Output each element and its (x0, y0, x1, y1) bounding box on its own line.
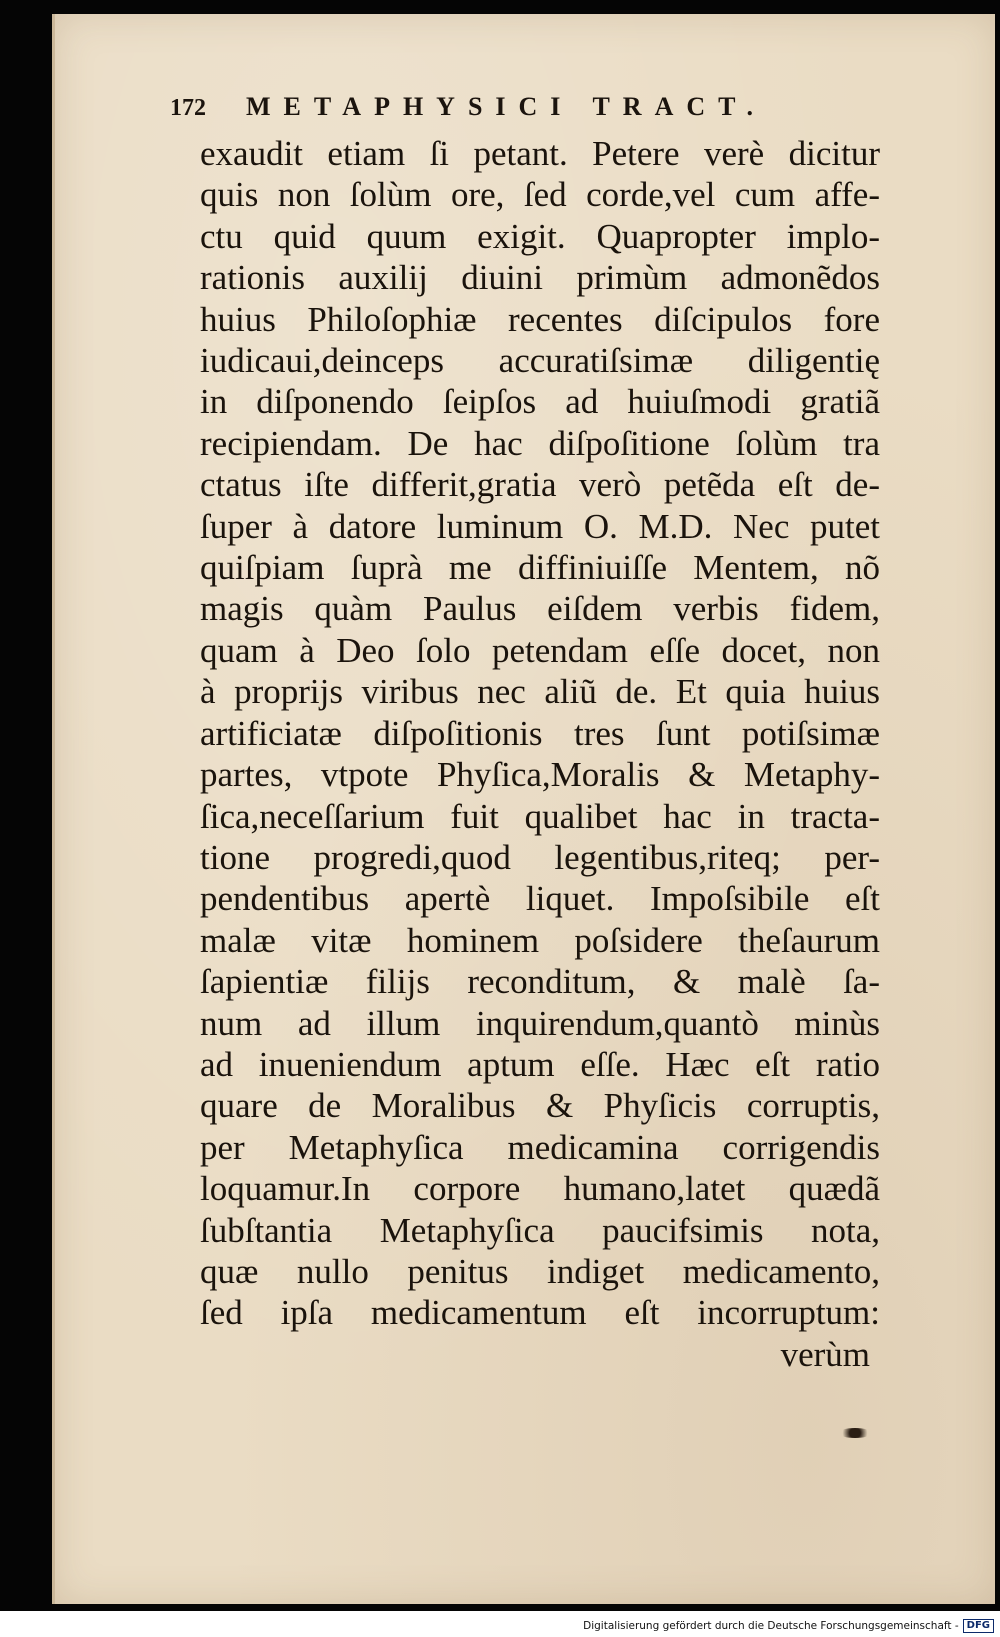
text-line: magis quàm Paulus eiſdem verbis fidem, (200, 589, 880, 629)
text-line: ſubſtantia Metaphyſica paucifsimis nota, (200, 1210, 880, 1250)
text-line: ſuper à datore luminum O. M.D. Nec putet (200, 506, 880, 546)
text-line: exaudit etiam ſi petant. Petere verè dicitur (200, 134, 880, 173)
footer-credit-text: Digitalisierung gefördert durch die Deutsche Forschungsgemeinschaft - (583, 1620, 959, 1632)
body-text (200, 133, 880, 1375)
text-line: per Metaphyſica medicamina corrigendis (200, 1127, 880, 1167)
catchword: verùm (780, 1334, 870, 1374)
text-line: num ad illum inquirendum,quantò minùs (200, 1003, 880, 1043)
running-title: METAPHYSICI TRACT. (246, 92, 767, 121)
text-line: tione progredi,quod legentibus,riteq; per- (200, 837, 880, 877)
text-line: huius Philoſophiæ recentes diſcipulos fore (200, 299, 880, 339)
text-line: ſapientiæ filijs reconditum, & malè ſa- (200, 962, 880, 1002)
text-line: rationis auxilij diuini primùm admonẽdos (200, 258, 880, 298)
text-line: in diſponendo ſeipſos ad huiuſmodi gratiã (200, 382, 880, 422)
text-line: artificiatæ diſpoſitionis tres ſunt potiſsimæ (200, 713, 880, 753)
text-line: recipiendam. De hac diſpoſitione ſolùm tra (200, 423, 880, 463)
text-line: ſed ipſa medicamentum eſt incorruptum: (200, 1293, 880, 1333)
page-header (170, 92, 890, 122)
text-line: ctu quid quum exigit. Quapropter implo- (200, 216, 880, 256)
text-line: quis non ſolùm ore, ſed corde,vel cum affe- (200, 175, 880, 215)
text-line: quiſpiam ſuprà me diffiniuiſſe Mentem, nõ (200, 548, 880, 588)
text-line: pendentibus apertè liquet. Impoſsibile eſt (200, 879, 880, 919)
text-line: partes, vtpote Phyſica,Moralis & Metaphy- (200, 755, 880, 795)
text-line: à proprijs viribus nec aliũ de. Et quia huius (200, 672, 880, 712)
text-line: loquamur.In corpore humano,latet quædã (200, 1169, 880, 1209)
text-line: quam à Deo ſolo petendam eſſe docet, non (200, 630, 880, 670)
text-line: iudicaui,deinceps accuratiſsimæ diligentię (200, 341, 880, 381)
footer-bar (0, 1611, 1000, 1637)
text-line: ad inueniendum aptum eſſe. Hæc eſt ratio (200, 1044, 880, 1084)
footer-credit (583, 1619, 994, 1633)
text-line: malæ vitæ hominem poſsidere theſaurum (200, 920, 880, 960)
text-line: ſica,neceſſarium fuit qualibet hac in tracta- (200, 796, 880, 836)
text-line: quæ nullo penitus indiget medicamento, (200, 1251, 880, 1291)
text-line: ctatus iſte differit,gratia verò petẽda eſt de- (200, 465, 880, 505)
ink-smudge (838, 1428, 872, 1438)
page-number: 172 (170, 95, 206, 121)
dfg-logo-icon: DFG (963, 1619, 994, 1633)
text-line: quare de Moralibus & Phyſicis corruptis, (200, 1086, 880, 1126)
